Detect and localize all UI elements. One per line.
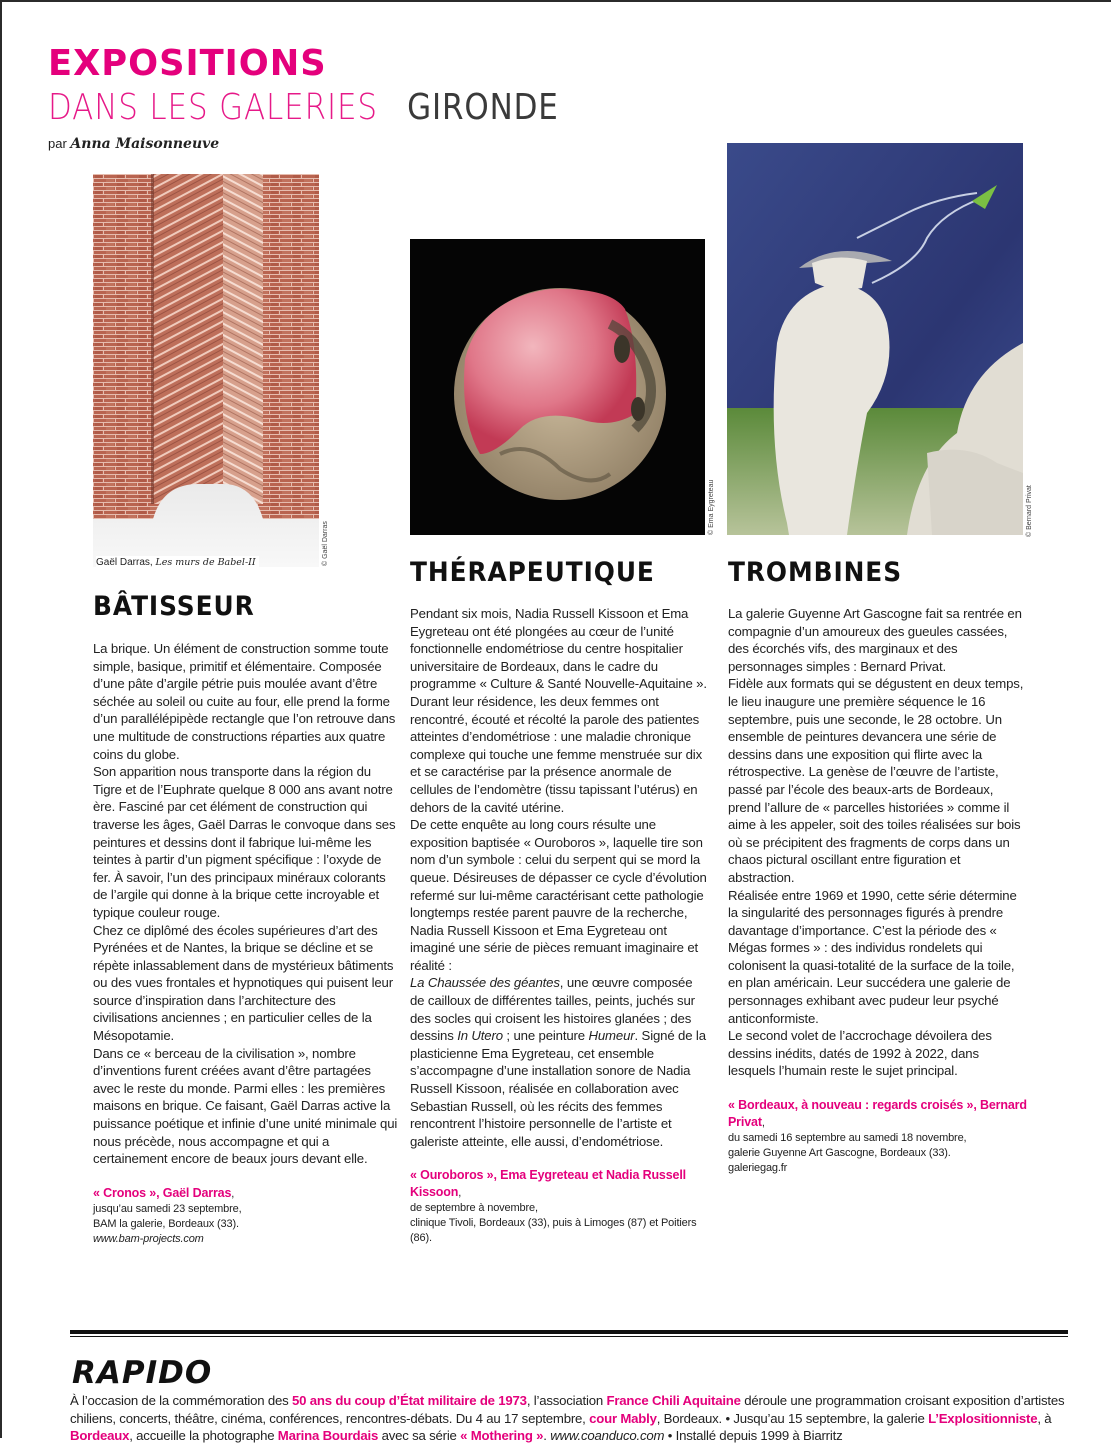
- brick-wall-illustration: [93, 174, 319, 567]
- rapido-fragment: À l’occasion de la commémoration des: [70, 1393, 293, 1408]
- rapido-fragment: déroule une programmation croisant exposition d’artistes chiliens, concerts, théâtre, cinéma, conférences, rencontres-débats. Du 4 au 17 septembre,: [70, 1393, 1065, 1426]
- article-body-trombines: [728, 605, 1028, 1176]
- paragraph-text: , une œuvre composée de cailloux de différentes tailles, peints, juchés sur des socles qui croisent les histoires glanées ; des dessins: [410, 975, 695, 1044]
- photo-credit-eygreteau: © Ema Eygreteau: [708, 479, 715, 535]
- byline-prefix: par: [48, 136, 67, 151]
- article-heading-trombines: TROMBINES: [728, 557, 903, 588]
- image-caption-brick: [96, 556, 259, 569]
- paragraph: La brique. Un élément de construction somme toute simple, basique, primitif et élémentaire. Composée d’une pâte d’argile pétrie puis moulée avant d’être séchée au soleil ou cuite au four, elle prend la forme d’un parallélépipède rectangle que l’on retrouve dans une multitude de constructions réparties aux quatre coins du globe.: [93, 641, 396, 762]
- rapido-fragment: .: [543, 1428, 551, 1443]
- paragraph: Pendant six mois, Nadia Russell Kissoon et Ema Eygreteau ont été plongées au cœur de l’unité fonctionnelle endométriose du centre hospitalier universitaire de Bordeaux, dans le cadre du programme « Culture & Santé Nouvelle-Aquitaine ».: [410, 606, 707, 692]
- rapido-fragment: , à: [1037, 1410, 1052, 1426]
- rapido-text: [70, 1392, 1070, 1445]
- exhibition-title: « Bordeaux, à nouveau : regards croisés », Bernard Privat: [728, 1098, 1027, 1130]
- page-title: EXPOSITIONS: [48, 43, 327, 84]
- rapido-highlight: France Chili Aquitaine: [606, 1393, 741, 1408]
- rapido-highlight: Bordeaux: [70, 1428, 130, 1443]
- paragraph: [410, 974, 710, 1150]
- rapido-fragment: , l’association: [526, 1393, 607, 1408]
- rapido-highlight: 50 ans du coup d’État militaire de 1973: [292, 1393, 527, 1408]
- rapido-highlight: cour Mably: [589, 1410, 657, 1426]
- exhibition-link[interactable]: galeriegag.fr: [728, 1162, 788, 1175]
- rapido-highlight: Marina Bourdais: [277, 1428, 379, 1443]
- exhibition-dates: jusqu’au samedi 23 septembre,: [93, 1202, 242, 1215]
- page-border-left: [0, 0, 2, 1438]
- rapido-fragment: , Bordeaux. • Jusqu’au 15 septembre, la galerie: [656, 1410, 929, 1426]
- subtitle-galleries: DANS LES GALERIES: [48, 87, 378, 128]
- exhibition-dates: de septembre à novembre,: [410, 1202, 538, 1215]
- rapido-highlight: L’Explositionniste: [928, 1410, 1038, 1426]
- paragraph: Son apparition nous transporte dans la région du Tigre et de l’Euphrate quelque 8 000 ans avant notre ère. Fasciné par cet élément de construction qui traverse les âges, Gaël Darras le convoque dans ses peintures et dessins dont il fabrique lui-même les teintes à partir d’un pigment spécifique : l’oxyde de fer. À savoir, l’un des principaux minéraux colorants de l’argile qui donne à la brique cette incroyable et typique couleur rouge.: [93, 764, 396, 920]
- exhibition-venue: galerie Guyenne Art Gascogne, Bordeaux (33).: [728, 1147, 951, 1160]
- exhibition-link[interactable]: www.bam-projects.com: [93, 1232, 204, 1245]
- rapido-fragment: • Installé depuis 1999 à Biarritz: [664, 1428, 843, 1443]
- exhibition-title: « Cronos », Gaël Darras: [93, 1185, 232, 1200]
- paragraph: Fidèle aux formats qui se dégustent en deux temps, le lieu inaugure une première séquence le 16 septembre, puis une seconde, le 28 octobre. Un ensemble de peintures devancera une série de dessins dans une exposition qui flirte avec la rétrospective. La genèse de l’œuvre de l’artiste, passé par l’école des beaux-arts de Bordeaux, prend l’allure de « parcelles historiées » comme il aime à les appeler, soit des toiles réalisées sur bois où se précipitent des fragments de corps dans un chaos pictural oscillant entre figuration et abstraction.: [728, 676, 1024, 885]
- paragraph-text: . Signé de la plasticienne Ema Eygreteau, cet ensemble s’accompagne d’une installation sonore de Nadia Russell Kissoon, réalisée en collaboration avec Sebastian Russell, où les récits des femmes rencontrent l’histoire personnelle de l’artiste et galeriste atteinte, elle aussi, d’endométriose.: [410, 1028, 706, 1149]
- paragraph: Réalisée entre 1969 et 1990, cette série détermine la singularité des personnages figurés à prendre davantage d’importance. C’est la période des « Mégas formes » : des individus rondelets qui colonisent la quasi-totalité de la surface de la toile, en plan américain. Leur succédera une galerie de personnages exhibant avec pudeur leur psyché anticonformiste.: [728, 887, 1017, 1026]
- caption-artist: Gaël Darras,: [96, 557, 153, 568]
- rapido-heading: RAPIDO: [72, 1355, 213, 1391]
- article-heading-batisseur: BÂTISSEUR: [93, 591, 255, 622]
- exhibition-info-privat: « Bordeaux, à nouveau : regards croisés », Bernard Privat, du samedi 16 septembre au samedi 18 novembre, galerie Guyenne Art Gascogne, Bordeaux (33). galeriegag.fr: [728, 1098, 1027, 1175]
- exhibition-venue: BAM la galerie, Bordeaux (33).: [93, 1217, 239, 1230]
- article-body-therapeutique: [410, 605, 710, 1246]
- work-title: Humeur: [588, 1028, 635, 1044]
- article-body-batisseur: [93, 640, 398, 1247]
- paragraph: Le second volet de l’accrochage dévoilera des dessins inédits, datés de 1992 à 2022, dans lesquels l’humain reste le sujet principal.: [728, 1028, 992, 1079]
- painted-stone-illustration: [410, 239, 705, 535]
- paragraph: Dans ce « berceau de la civilisation », nombre d’inventions furent créées avant d’être partagées avec le reste du monde. Parmi elles : les premières maisons en brique. Ce faisant, Gaël Darras active la puissance poétique et infinie d’une unité minimale qui nous précède, nous accompagne et qui a certainement encore de beaux jours devant elle.: [93, 1045, 398, 1167]
- exhibition-title: « Ouroboros », Ema Eygreteau et Nadia Russell Kissoon: [410, 1168, 686, 1200]
- paragraph: Chez ce diplômé des écoles supérieures d’art des Pyrénées et de Nantes, la brique se décline et se répète inlassablement dans de mystérieux bâtiments ou des vues frontales et hypnotiques qui puisent leur source d’inspiration dans l’architecture des civilisations anciennes ; en particulier celles de la Mésopotamie.: [93, 922, 394, 1044]
- artwork-image-figures-kite: [727, 143, 1023, 535]
- rapido-highlight: « Mothering »: [460, 1428, 544, 1443]
- exhibition-dates: du samedi 16 septembre au samedi 18 novembre,: [728, 1132, 967, 1145]
- article-heading-therapeutique: THÉRAPEUTIQUE: [410, 557, 655, 588]
- section-divider-thin: [70, 1336, 1068, 1337]
- caption-title: Les murs de Babel-II: [155, 557, 256, 568]
- rapido-link[interactable]: www.coanduco.com: [550, 1428, 665, 1443]
- exhibition-info-ouroboros: « Ouroboros », Ema Eygreteau et Nadia Russell Kissoon, de septembre à novembre, clinique Tivoli, Bordeaux (33), puis à Limoges (87) et Poitiers (86).: [410, 1168, 697, 1245]
- byline: [48, 136, 219, 152]
- page-subtitle: [48, 86, 559, 130]
- artwork-image-painted-stone: [410, 239, 705, 535]
- rapido-fragment: avec sa série: [378, 1428, 461, 1443]
- page-border-top: [0, 0, 1111, 2]
- paragraph: La galerie Guyenne Art Gascogne fait sa rentrée en compagnie d’un amoureux des gueules cassées, des écorchés vifs, des marginaux et des personnages simples : Bernard Privat.: [728, 606, 1022, 674]
- subtitle-region: GIRONDE: [407, 87, 559, 128]
- exhibition-info-cronos: « Cronos », Gaël Darras, jusqu’au samedi 23 septembre, BAM la galerie, Bordeaux (33). www.bam-projects.com: [93, 1185, 242, 1245]
- rapido-fragment: , accueille la photographe: [129, 1428, 278, 1443]
- work-title: In Utero: [457, 1028, 503, 1044]
- artwork-image-brick-wall: [93, 174, 319, 567]
- photo-credit-privat: © Bernard Privat: [1026, 485, 1033, 537]
- exhibition-venue: clinique Tivoli, Bordeaux (33), puis à Limoges (87) et Poitiers (86).: [410, 1217, 697, 1245]
- photo-credit-darras: © Gaël Darras: [322, 521, 329, 566]
- section-divider: [70, 1330, 1068, 1334]
- paragraph: De cette enquête au long cours résulte une exposition baptisée « Ouroboros », laquelle tire son nom d’un symbole : celui du serpent qui se mord la queue. Désireuses de dépasser ce cycle d’évolution refermé sur lui-même caractérisant cette pathologie longtemps restée parent pauvre de la recherche, Nadia Russell Kissoon et Ema Eygreteau ont imaginé une série de pièces remuant imaginaire et réalité :: [410, 817, 707, 973]
- paragraph-text: ; une peinture: [502, 1028, 589, 1044]
- byline-author: Anna Maisonneuve: [70, 136, 220, 152]
- figures-kite-illustration: [727, 143, 1023, 535]
- paragraph: Durant leur résidence, les deux femmes ont rencontré, écouté et récolté la parole des patientes atteintes d’endométriose : une maladie chronique complexe qui touche une femme menstruée sur dix et se caractérise par la présence anormale de cellules de l’endomètre (tissu tapissant l’utérus) en dehors de la cavité utérine.: [410, 693, 703, 815]
- work-title: La Chaussée des géantes: [410, 975, 560, 991]
